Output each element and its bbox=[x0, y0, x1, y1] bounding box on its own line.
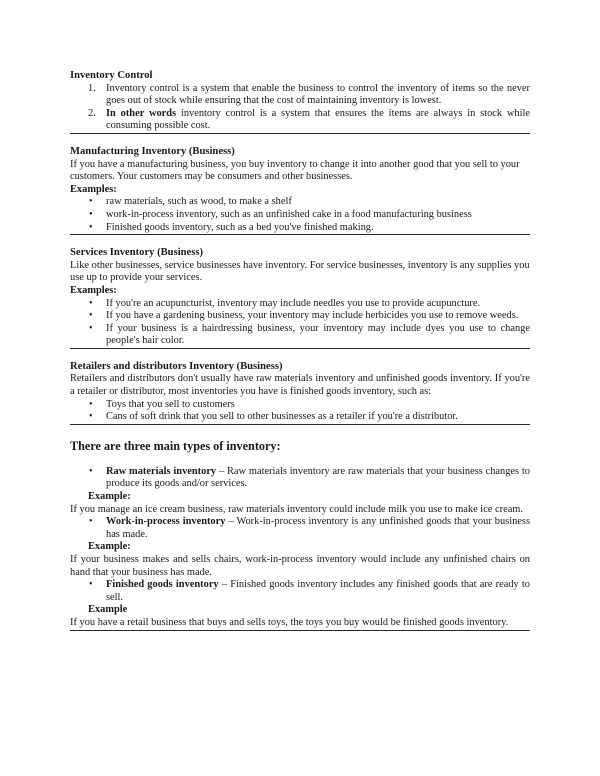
list-number: 2. bbox=[88, 107, 96, 119]
retail-examples bbox=[70, 399, 530, 425]
section-title-retail: Retailers and distributors Inventory (Business) bbox=[70, 360, 283, 372]
list-item: • If your business is a hairdressing business, your inventory may include dyes you use to change people's hair color. bbox=[70, 323, 530, 348]
example-text: If you have a retail business that buys and sells toys, the toys you buy would be finished goods inventory. bbox=[70, 616, 509, 628]
example-text: If you manage an ice cream business, raw materials inventory could include milk you use to make ice cream. bbox=[70, 503, 523, 515]
manufacturing-examples bbox=[70, 196, 530, 235]
example-label: Example: bbox=[88, 491, 131, 503]
type-desc: – Work-in-process inventory is any unfinished goods that your business has made. bbox=[106, 516, 531, 540]
list-item-lead: In other words bbox=[106, 107, 177, 119]
type-raw bbox=[70, 466, 530, 491]
type-finished bbox=[70, 579, 530, 604]
list-item bbox=[70, 108, 530, 133]
list-item: • work-in-process inventory, such as an unfinished cake in a food manufacturing business bbox=[70, 209, 530, 222]
section-title-services: Services Inventory (Business) bbox=[70, 247, 204, 259]
list-item: • raw materials, such as wood, to make a shelf bbox=[70, 196, 530, 209]
list-item bbox=[70, 516, 530, 541]
types-list bbox=[70, 466, 530, 631]
list-item: • If you're an acupuncturist, inventory may include needles you use to provide acupuncture. bbox=[70, 298, 530, 311]
type-term: Work-in-process inventory bbox=[106, 516, 226, 528]
list-number: 1. bbox=[88, 82, 96, 94]
type-desc: – Finished goods inventory includes any finished goods that are ready to sell. bbox=[106, 579, 530, 603]
list-item: • If you have a gardening business, your inventory may include herbicides you use to remove weeds. bbox=[70, 310, 530, 323]
type-desc: – Raw materials inventory are raw materials that your business changes to produce its goods and/or services. bbox=[106, 465, 530, 490]
type-wip bbox=[70, 516, 530, 541]
section-title-manufacturing: Manufacturing Inventory (Business) bbox=[70, 145, 235, 157]
services-body: Like other businesses, service businesses have inventory. For service businesses, inventory is any supplies you use up to provide your services. bbox=[70, 259, 530, 284]
section-title-types: There are three main types of inventory: bbox=[70, 438, 281, 453]
document-page bbox=[70, 70, 530, 631]
example-label: Example bbox=[88, 604, 128, 616]
manufacturing-body: If you have a manufacturing business, you buy inventory to change it into another good that you sell to your customers. Your customers may be consumers and other businesses. bbox=[70, 158, 520, 183]
type-term: Raw materials inventory bbox=[106, 465, 217, 477]
type-term: Finished goods inventory bbox=[106, 579, 219, 591]
list-item: • Finished goods inventory, such as a bed you've finished making. bbox=[70, 222, 530, 235]
list-item bbox=[70, 466, 530, 491]
list-item-text: inventory control is a system that ensures the items are always in stock while consuming possible cost. bbox=[106, 107, 530, 132]
list-item bbox=[70, 579, 530, 604]
examples-label: Examples: bbox=[70, 284, 117, 296]
inventory-control-list bbox=[70, 83, 530, 134]
retail-body: Retailers and distributors don't usually have raw materials inventory and unfinished goods inventory. If you're a retailer or distributor, most inventories you have is finished goods inventory, such as: bbox=[70, 373, 530, 398]
list-item-text: Inventory control is a system that enable the business to control the inventory of items so the never goes out of stock while ensuring that the cost of maintaining inventory is lowest. bbox=[106, 82, 530, 107]
example-label: Example: bbox=[88, 541, 131, 553]
retail-section bbox=[70, 361, 530, 425]
services-examples bbox=[70, 298, 530, 349]
list-item: • Cans of soft drink that you sell to other businesses as a retailer if you're a distributor. bbox=[70, 411, 530, 424]
example-text: If your business makes and sells chairs, work-in-process inventory would include any unfinished chairs on hand that your business has made. bbox=[70, 554, 530, 578]
services-section bbox=[70, 247, 530, 349]
list-item bbox=[70, 83, 530, 108]
types-section bbox=[70, 439, 530, 631]
section-title-inventory-control: Inventory Control bbox=[70, 70, 153, 81]
list-item: • Toys that you sell to customers bbox=[70, 399, 530, 412]
examples-label: Examples: bbox=[70, 183, 117, 195]
manufacturing-section bbox=[70, 146, 530, 235]
